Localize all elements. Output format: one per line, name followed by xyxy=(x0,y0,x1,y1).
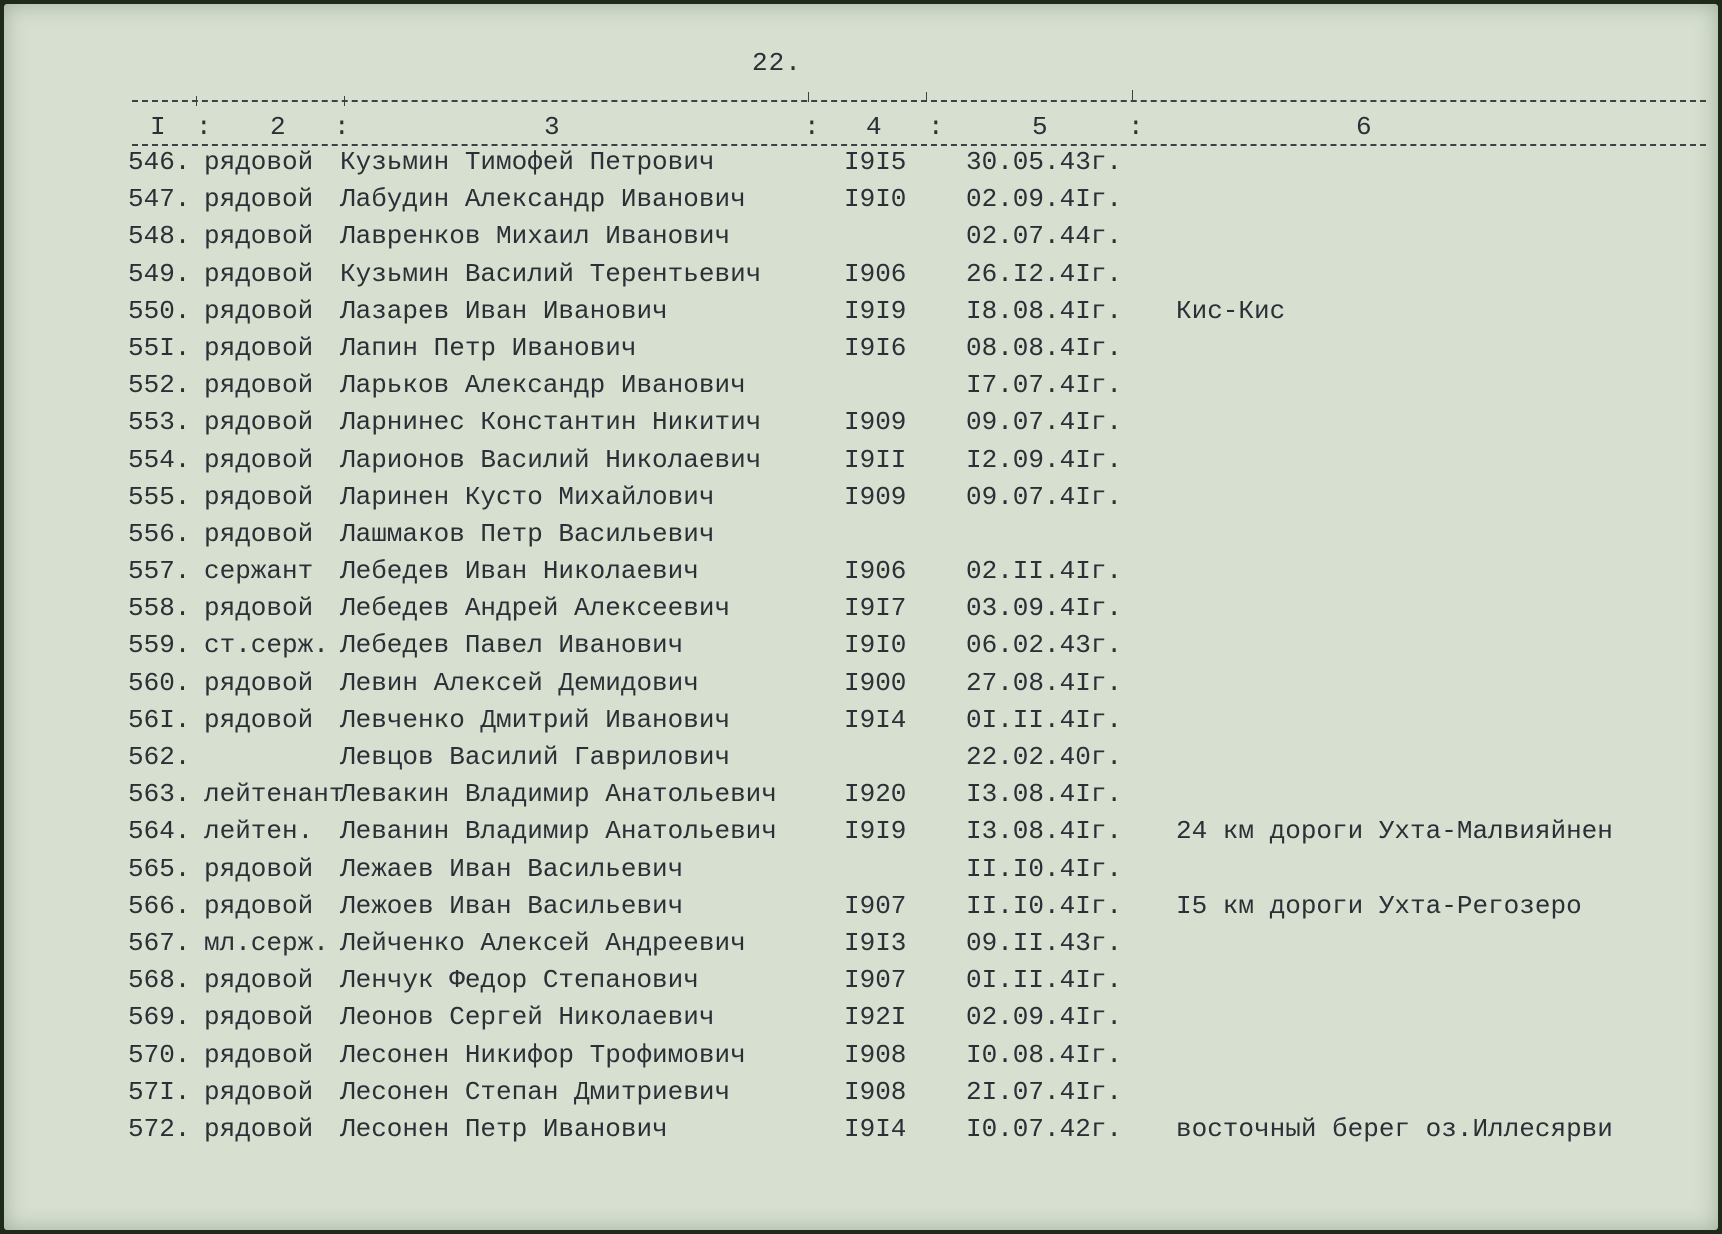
record-name: Лебедев Павел Иванович xyxy=(340,630,684,661)
record-number: 566. xyxy=(128,890,191,921)
record-date: 06.02.43г. xyxy=(966,630,1123,661)
record-rank: лейтенант xyxy=(204,779,345,810)
record-rank: мл.серж. xyxy=(204,927,329,958)
record-row xyxy=(4,851,1718,888)
record-date: 09.II.43г. xyxy=(966,927,1123,958)
record-birth-year: I9I0 xyxy=(844,630,907,661)
column-header-5: 5 xyxy=(1032,112,1048,142)
record-rank: рядовой xyxy=(204,258,314,289)
record-rank: рядовой xyxy=(204,704,314,735)
record-date: I7.07.4Iг. xyxy=(966,370,1123,401)
record-number: 552. xyxy=(128,370,191,401)
record-birth-year: I908 xyxy=(844,1076,907,1107)
record-number: 563. xyxy=(128,779,191,810)
header-tick xyxy=(344,96,345,106)
record-row xyxy=(4,665,1718,702)
record-number: 549. xyxy=(128,258,191,289)
record-birth-year: I92I xyxy=(844,1002,907,1033)
record-date: I2.09.4Iг. xyxy=(966,444,1123,475)
record-row xyxy=(4,702,1718,739)
record-rank: рядовой xyxy=(204,332,314,363)
record-name: Леванин Владимир Анатольевич xyxy=(340,816,777,847)
record-row xyxy=(4,256,1718,293)
record-row xyxy=(4,590,1718,627)
record-date: 26.I2.4Iг. xyxy=(966,258,1123,289)
record-name: Лавренков Михаил Иванович xyxy=(340,221,731,252)
record-row xyxy=(4,144,1718,181)
record-name: Лесонен Степан Дмитриевич xyxy=(340,1076,731,1107)
record-name: Лесонен Никифор Трофимович xyxy=(340,1039,746,1070)
record-birth-year: I909 xyxy=(844,407,907,438)
record-rank: рядовой xyxy=(204,221,314,252)
record-row xyxy=(4,776,1718,813)
record-name: Левцов Василий Гаврилович xyxy=(340,742,731,772)
record-name: Ларинен Кусто Михайлович xyxy=(340,481,715,512)
record-row xyxy=(4,1074,1718,1111)
record-name: Ларионов Василий Николаевич xyxy=(340,444,762,475)
record-rank: рядовой xyxy=(204,890,314,921)
record-row xyxy=(4,330,1718,367)
header-tick xyxy=(196,96,197,106)
record-name: Леонов Сергей Николаевич xyxy=(340,1002,715,1033)
record-row xyxy=(4,739,1718,776)
record-row xyxy=(4,442,1718,479)
record-number: 556. xyxy=(128,518,191,549)
record-name: Левин Алексей Демидович xyxy=(340,667,699,698)
column-separator: : xyxy=(334,112,350,142)
record-name: Ларнинес Константин Никитич xyxy=(340,407,762,438)
record-birth-year: I906 xyxy=(844,556,907,587)
record-date: 02.II.4Iг. xyxy=(966,556,1123,587)
record-name: Лебедев Андрей Алексеевич xyxy=(340,593,731,624)
record-date: 02.09.4Iг. xyxy=(966,184,1123,215)
column-header-3: 3 xyxy=(544,112,560,142)
record-number: 548. xyxy=(128,221,191,252)
header-top-rule xyxy=(132,100,1706,102)
record-rank: рядовой xyxy=(204,295,314,326)
record-number: 569. xyxy=(128,1002,191,1033)
record-rank: рядовой xyxy=(204,407,314,438)
record-date: II.I0.4Iг. xyxy=(966,890,1123,921)
record-name: Лашмаков Петр Васильевич xyxy=(340,518,715,549)
record-date: 02.09.4Iг. xyxy=(966,1002,1123,1033)
record-date: II.I0.4Iг. xyxy=(966,853,1123,884)
record-number: 564. xyxy=(128,816,191,847)
record-name: Левченко Дмитрий Иванович xyxy=(340,704,731,735)
record-name: Лабудин Александр Иванович xyxy=(340,184,746,215)
record-rank: рядовой xyxy=(204,370,314,401)
record-birth-year: I9I6 xyxy=(844,332,907,363)
record-name: Лежаев Иван Васильевич xyxy=(340,853,684,884)
record-row xyxy=(4,962,1718,999)
record-birth-year: I920 xyxy=(844,779,907,810)
record-number: 572. xyxy=(128,1113,191,1144)
record-rank: рядовой xyxy=(204,1113,314,1144)
record-birth-year: I9I9 xyxy=(844,816,907,847)
record-birth-year: I908 xyxy=(844,1039,907,1070)
record-number: 559. xyxy=(128,630,191,661)
record-date: 08.08.4Iг. xyxy=(966,332,1123,363)
record-date: 27.08.4Iг. xyxy=(966,667,1123,698)
record-date: 0I.II.4Iг. xyxy=(966,965,1123,996)
record-rank: рядовой xyxy=(204,853,314,884)
record-note: восточный берег оз.Иллесярви xyxy=(1176,1113,1613,1144)
record-number: 558. xyxy=(128,593,191,624)
record-number: 568. xyxy=(128,965,191,996)
record-name: Лазарев Иван Иванович xyxy=(340,295,668,326)
record-number: 560. xyxy=(128,667,191,698)
record-date: I0.08.4Iг. xyxy=(966,1039,1123,1070)
record-rank: рядовой xyxy=(204,481,314,512)
record-rank: ст.серж. xyxy=(204,630,329,661)
record-birth-year: I906 xyxy=(844,258,907,289)
record-number: 57I. xyxy=(128,1076,191,1107)
column-header-1: I xyxy=(150,112,166,142)
document-page xyxy=(4,4,1718,1230)
record-name: Ларьков Александр Иванович xyxy=(340,370,746,401)
record-rank: рядовой xyxy=(204,184,314,215)
record-birth-year: I9I9 xyxy=(844,295,907,326)
record-date: 03.09.4Iг. xyxy=(966,593,1123,624)
record-row xyxy=(4,1037,1718,1074)
record-row xyxy=(4,553,1718,590)
record-date: 2I.07.4Iг. xyxy=(966,1076,1123,1107)
record-note: Кис-Кис xyxy=(1176,295,1286,326)
record-number: 55I. xyxy=(128,332,191,363)
record-number: 546. xyxy=(128,147,191,177)
record-date: I3.08.4Iг. xyxy=(966,779,1123,810)
record-row xyxy=(4,479,1718,516)
record-date: 0I.II.4Iг. xyxy=(966,704,1123,735)
column-separator: : xyxy=(1128,112,1144,142)
record-name: Ленчук Федор Степанович xyxy=(340,965,699,996)
column-separator: : xyxy=(928,112,944,142)
record-row xyxy=(4,888,1718,925)
record-number: 547. xyxy=(128,184,191,215)
record-name: Левакин Владимир Анатольевич xyxy=(340,779,777,810)
record-note: 24 км дороги Ухта-Малвияйнен xyxy=(1176,816,1613,847)
record-number: 555. xyxy=(128,481,191,512)
record-number: 565. xyxy=(128,853,191,884)
record-rank: рядовой xyxy=(204,1076,314,1107)
page-number: 22. xyxy=(752,48,802,78)
record-name: Лебедев Иван Николаевич xyxy=(340,556,699,587)
record-row xyxy=(4,813,1718,850)
record-row xyxy=(4,293,1718,330)
record-rank: рядовой xyxy=(204,518,314,549)
record-rank: рядовой xyxy=(204,444,314,475)
record-birth-year: I907 xyxy=(844,890,907,921)
record-row xyxy=(4,627,1718,664)
record-name: Лейченко Алексей Андреевич xyxy=(340,927,746,958)
header-tick xyxy=(808,92,809,102)
record-number: 56I. xyxy=(128,704,191,735)
record-row xyxy=(4,181,1718,218)
record-name: Кузьмин Василий Терентьевич xyxy=(340,258,762,289)
record-birth-year: I9I5 xyxy=(844,147,907,177)
record-rank: рядовой xyxy=(204,593,314,624)
record-date: 22.02.40г. xyxy=(966,742,1123,772)
record-name: Кузьмин Тимофей Петрович xyxy=(340,147,715,177)
record-date: 30.05.43г. xyxy=(966,147,1123,177)
record-name: Лапин Петр Иванович xyxy=(340,332,637,363)
record-rank: рядовой xyxy=(204,667,314,698)
record-number: 570. xyxy=(128,1039,191,1070)
record-date: 09.07.4Iг. xyxy=(966,481,1123,512)
record-birth-year: I9II xyxy=(844,444,907,475)
record-row xyxy=(4,404,1718,441)
record-birth-year: I907 xyxy=(844,965,907,996)
record-birth-year: I9I7 xyxy=(844,593,907,624)
record-row xyxy=(4,218,1718,255)
record-row xyxy=(4,999,1718,1036)
record-birth-year: I909 xyxy=(844,481,907,512)
record-number: 550. xyxy=(128,295,191,326)
column-header-6: 6 xyxy=(1356,112,1372,142)
record-date: I3.08.4Iг. xyxy=(966,816,1123,847)
record-number: 567. xyxy=(128,927,191,958)
column-header-2: 2 xyxy=(270,112,286,142)
record-row xyxy=(4,516,1718,553)
record-name: Лесонен Петр Иванович xyxy=(340,1113,668,1144)
records-list xyxy=(4,144,1718,1148)
record-row xyxy=(4,925,1718,962)
record-rank: рядовой xyxy=(204,1039,314,1070)
record-rank: рядовой xyxy=(204,965,314,996)
record-rank: рядовой xyxy=(204,147,314,177)
record-birth-year: I900 xyxy=(844,667,907,698)
record-birth-year: I9I0 xyxy=(844,184,907,215)
record-name: Лежоев Иван Васильевич xyxy=(340,890,684,921)
record-row xyxy=(4,367,1718,404)
record-birth-year: I9I4 xyxy=(844,704,907,735)
record-rank: сержант xyxy=(204,556,314,587)
record-date: 09.07.4Iг. xyxy=(966,407,1123,438)
record-birth-year: I9I4 xyxy=(844,1113,907,1144)
column-header-4: 4 xyxy=(866,112,882,142)
header-tick xyxy=(926,92,927,102)
record-note: I5 км дороги Ухта-Регозеро xyxy=(1176,890,1582,921)
record-number: 557. xyxy=(128,556,191,587)
record-number: 554. xyxy=(128,444,191,475)
record-date: 02.07.44г. xyxy=(966,221,1123,252)
header-tick xyxy=(1132,90,1133,100)
record-number: 562. xyxy=(128,742,191,772)
record-birth-year: I9I3 xyxy=(844,927,907,958)
record-row xyxy=(4,1111,1718,1148)
record-rank: рядовой xyxy=(204,1002,314,1033)
record-date: I0.07.42г. xyxy=(966,1113,1123,1144)
record-rank: лейтен. xyxy=(204,816,314,847)
column-separator: : xyxy=(804,112,820,142)
record-number: 553. xyxy=(128,407,191,438)
column-separator: : xyxy=(196,112,212,142)
record-date: I8.08.4Iг. xyxy=(966,295,1123,326)
